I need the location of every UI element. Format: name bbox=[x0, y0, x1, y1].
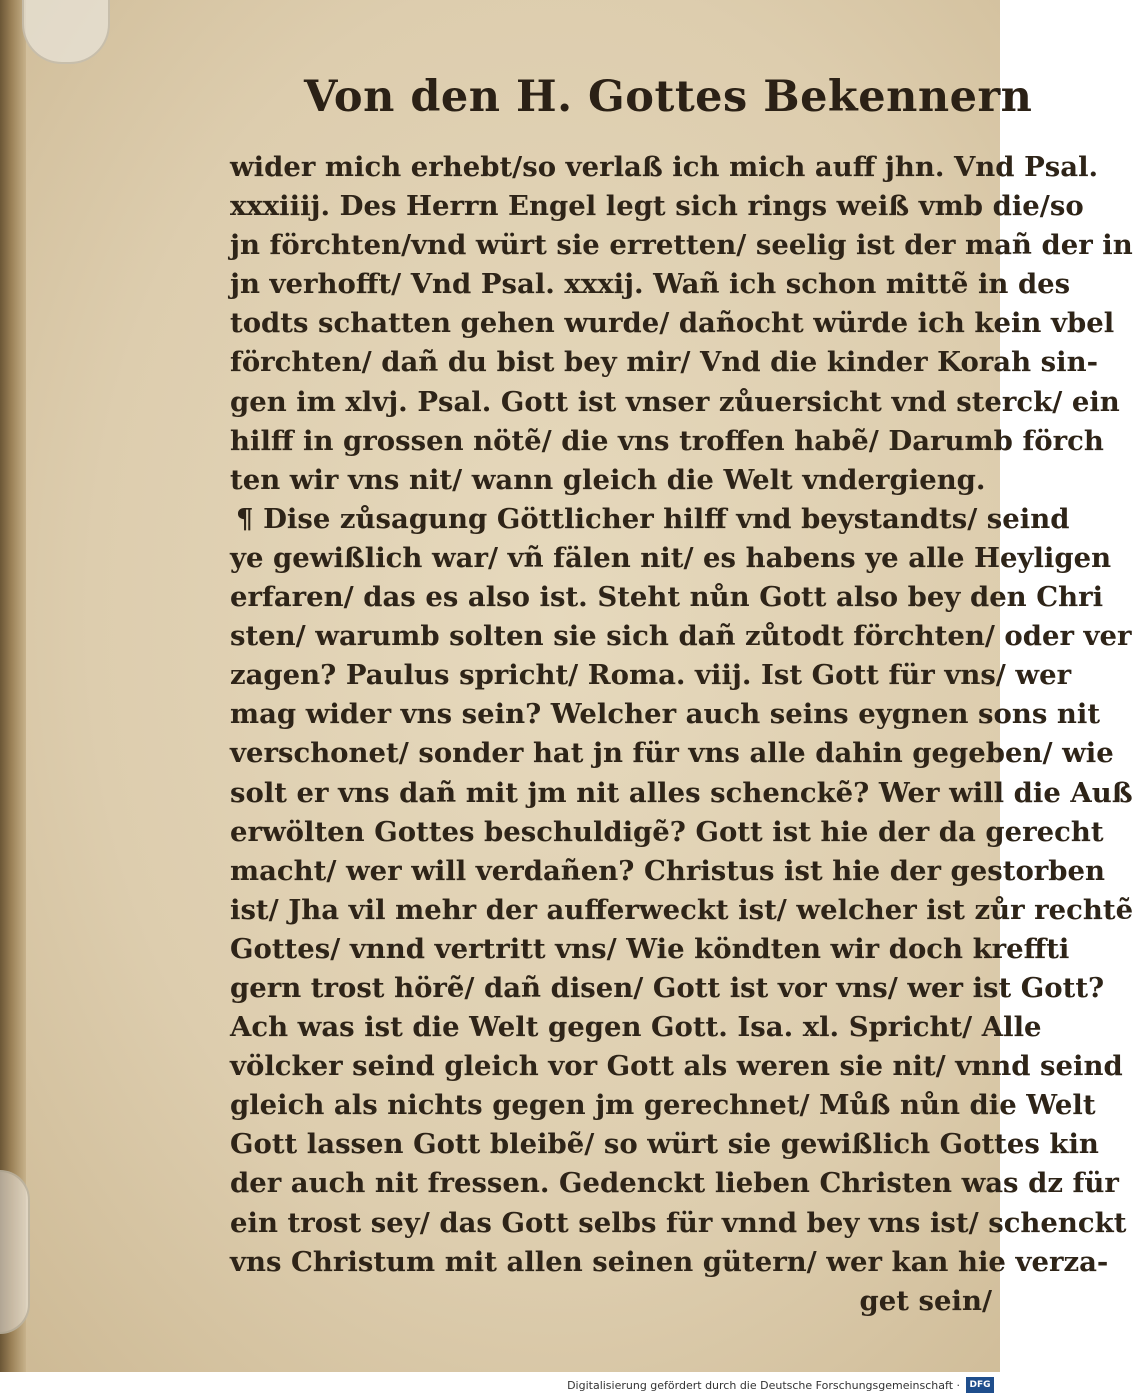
text-line: mag wider vns sein? Welcher auch seins eygnen sons nit bbox=[230, 698, 1101, 731]
page-clip-bottom bbox=[0, 1170, 30, 1334]
page-header: Von den H. Gottes Bekennern bbox=[304, 72, 1033, 122]
text-line: xxxiiij. Des Herrn Engel legt sich rings weiß vmb die/so bbox=[230, 190, 1084, 223]
body-text bbox=[230, 148, 1133, 1321]
text-line: Gottes/ vnnd vertritt vns/ Wie köndten wir doch kreffti bbox=[230, 932, 1070, 965]
show-through-ink bbox=[96, 92, 226, 134]
text-line: gern trost hörẽ/ dañ disen/ Gott ist vor vns/ wer ist Gott? bbox=[230, 971, 1105, 1004]
text-line: gen im xlvj. Psal. Gott ist vnser zůuersicht vnd sterck/ ein bbox=[230, 385, 1120, 418]
text-line: förchten/ dañ du bist bey mir/ Vnd die kinder Korah sin- bbox=[230, 346, 1098, 379]
text-line: völcker seind gleich vor Gott als weren sie nit/ vnnd seind bbox=[230, 1050, 1123, 1083]
text-line: hilff in grossen nötẽ/ die vns troffen habẽ/ Darumb förch bbox=[230, 424, 1104, 457]
text-line: jn förchten/vnd würt sie erretten/ seelig ist der mañ der in bbox=[230, 229, 1133, 262]
text-line: vns Christum mit allen seinen gütern/ wer kan hie verza- bbox=[230, 1245, 1109, 1278]
text-line: ten wir vns nit/ wann gleich die Welt vndergieng. bbox=[230, 463, 986, 496]
text-line: wider mich erhebt/so verlaß ich mich auff jhn. Vnd Psal. bbox=[230, 151, 1099, 183]
catchword-line: get sein/ bbox=[859, 1284, 992, 1317]
text-line: solt er vns dañ mit jm nit alles schenckẽ? Wer will die Auß bbox=[230, 776, 1133, 809]
paragraph-start-line: ¶ Dise zůsagung Göttlicher hilff vnd beystandts/ seind bbox=[236, 502, 1070, 535]
text-line: gleich als nichts gegen jm gerechnet/ Můß nůn die Welt bbox=[230, 1089, 1096, 1122]
text-line: jn verhofft/ Vnd Psal. xxxij. Wañ ich schon mittẽ in des bbox=[230, 268, 1071, 301]
text-line: der auch nit fressen. Gedenckt lieben Christen was dz für bbox=[230, 1167, 1119, 1200]
text-line: sten/ warumb solten sie sich dañ zůtodt förchten/ oder ver bbox=[230, 620, 1132, 653]
text-line: Gott lassen Gott bleibẽ/ so würt sie gewißlich Gottes kin bbox=[230, 1128, 1099, 1161]
book-binding-edge bbox=[0, 0, 26, 1372]
text-line: verschonet/ sonder hat jn für vns alle dahin gegeben/ wie bbox=[230, 737, 1114, 770]
text-line: ist/ Jha vil mehr der aufferweckt ist/ welcher ist zůr rechtẽ bbox=[230, 893, 1133, 926]
text-line: todts schatten gehen wurde/ dañocht würde ich kein vbel bbox=[230, 307, 1115, 340]
footer-credit: Digitalisierung gefördert durch die Deutsche Forschungsgemeinschaft · bbox=[567, 1379, 960, 1392]
footer-bar bbox=[0, 1372, 1000, 1400]
text-line: Ach was ist die Welt gegen Gott. Isa. xl. Spricht/ Alle bbox=[230, 1011, 1042, 1044]
text-line: macht/ wer will verdañen? Christus ist hie der gestorben bbox=[230, 854, 1105, 887]
text-line: ye gewißlich war/ vñ fälen nit/ es habens ye alle Heyligen bbox=[230, 541, 1112, 574]
dfg-logo: DFG bbox=[966, 1377, 994, 1393]
text-line: erfaren/ das es also ist. Steht nůn Gott also bey den Chri bbox=[230, 581, 1104, 614]
text-line: ein trost sey/ das Gott selbs für vnnd bey vns ist/ schenckt bbox=[230, 1206, 1127, 1239]
text-line: zagen? Paulus spricht/ Roma. viij. Ist Gott für vns/ wer bbox=[230, 659, 1072, 692]
paper-sheet bbox=[8, 0, 1133, 1372]
text-line: erwölten Gottes beschuldigẽ? Gott ist hie der da gerecht bbox=[230, 815, 1104, 848]
